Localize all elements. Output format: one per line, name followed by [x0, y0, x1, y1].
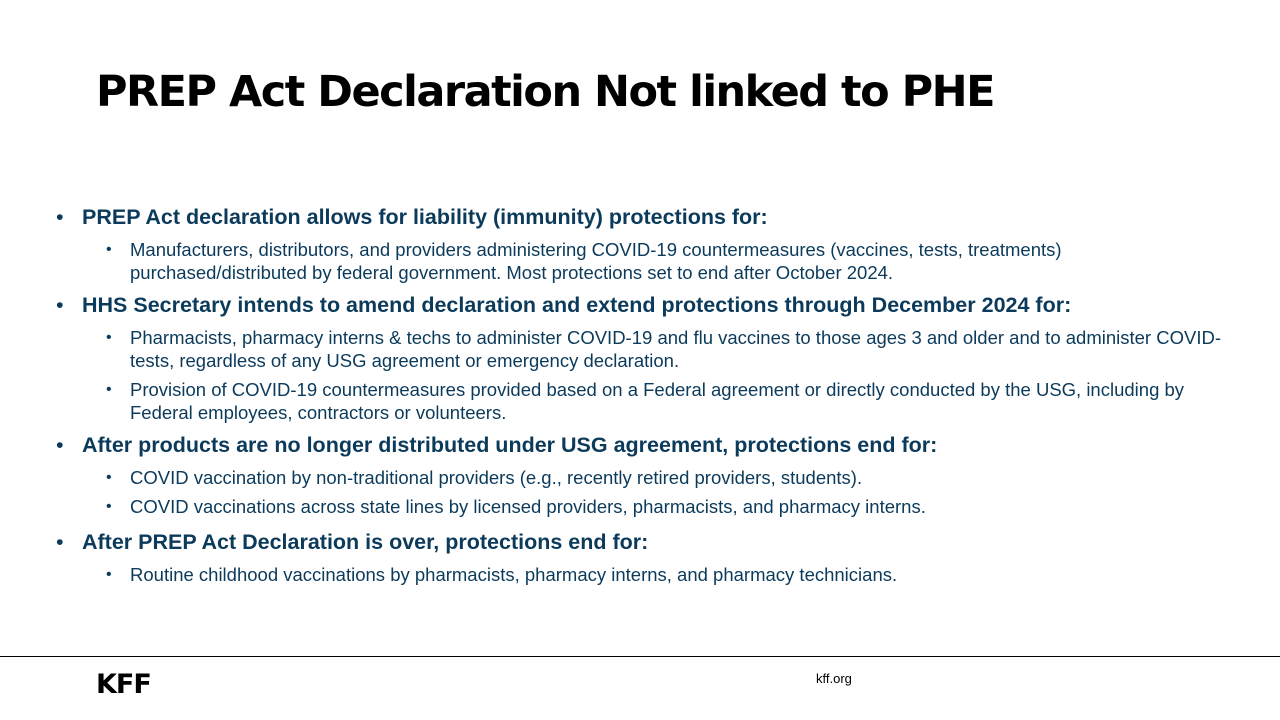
bullet-list [56, 202, 1236, 586]
sub-bullet [56, 326, 1236, 372]
sub-bullet-text: Provision of COVID-19 countermeasures provided based on a Federal agreement or directly conducted by the USG, including by Federal employees, contractors or volunteers. [130, 379, 1185, 423]
bullet-dot-icon: • [106, 381, 112, 398]
bullet-dot-icon: • [56, 433, 64, 457]
sub-bullet [56, 378, 1236, 424]
bullet-dot-icon: • [106, 498, 112, 515]
bullet-section [56, 430, 1236, 518]
footer-divider [0, 656, 1280, 657]
bullet-dot-icon: • [56, 530, 64, 554]
bullet-section [56, 290, 1236, 424]
bullet-heading-text: PREP Act declaration allows for liability (immunity) protections for: [82, 205, 768, 229]
sub-bullet [56, 238, 1236, 284]
sub-bullet-text: COVID vaccinations across state lines by licensed providers, pharmacists, and pharmacy interns. [130, 496, 926, 517]
sub-bullet [56, 495, 1236, 518]
bullet-section [56, 202, 1236, 284]
sub-bullet-text: COVID vaccination by non-traditional providers (e.g., recently retired providers, students). [130, 467, 863, 488]
bullet-heading-text: After PREP Act Declaration is over, protections end for: [82, 530, 649, 554]
bullet-dot-icon: • [106, 329, 112, 346]
bullet-heading [56, 527, 1236, 557]
bullet-heading [56, 202, 1236, 232]
sub-bullet-text: Routine childhood vaccinations by pharmacists, pharmacy interns, and pharmacy technicians. [130, 564, 898, 585]
bullet-heading-text: After products are no longer distributed under USG agreement, protections end for: [82, 433, 938, 457]
bullet-dot-icon: • [106, 241, 112, 258]
bullet-heading [56, 430, 1236, 460]
bullet-dot-icon: • [56, 205, 64, 229]
bullet-section [56, 527, 1236, 586]
bullet-heading [56, 290, 1236, 320]
bullet-dot-icon: • [106, 469, 112, 486]
bullet-heading-text: HHS Secretary intends to amend declaration and extend protections through December 2024 for: [82, 293, 1072, 317]
sub-bullet-text: Pharmacists, pharmacy interns & techs to administer COVID-19 and flu vaccines to those ages 3 and older and to administer COVID-tests, regardless of any USG agreement or emergency declaration. [130, 327, 1221, 371]
site-url: kff.org [816, 671, 852, 686]
bullet-dot-icon: • [56, 293, 64, 317]
bullet-dot-icon: • [106, 566, 112, 583]
slide-title: PREP Act Declaration Not linked to PHE [96, 67, 994, 117]
kff-logo: KFF [96, 669, 151, 700]
sub-bullet-text: Manufacturers, distributors, and providers administering COVID-19 countermeasures (vaccines, tests, treatments) purchased/distributed by federal government. Most protections set to end after October 2024. [130, 239, 1062, 283]
sub-bullet [56, 466, 1236, 489]
sub-bullet [56, 563, 1236, 586]
